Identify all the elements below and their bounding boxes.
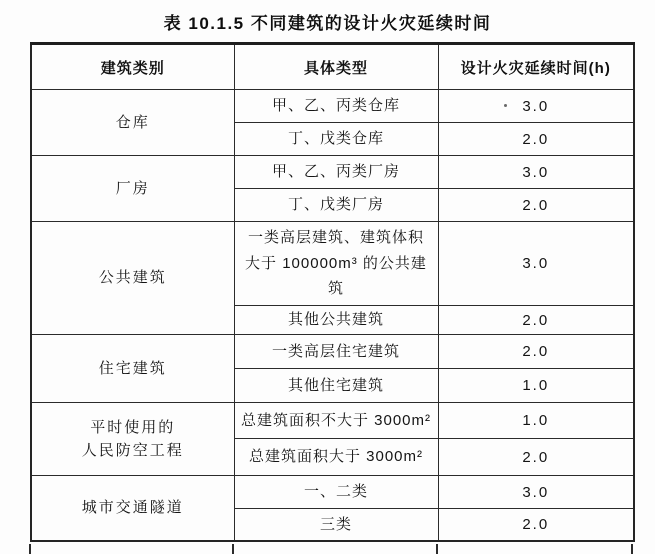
- type-cell: [234, 90, 438, 123]
- type-cell: [234, 509, 438, 541]
- category-label: 城市交通隧道: [81, 499, 184, 517]
- duration-value: 2.0: [438, 509, 634, 541]
- type-cell: [234, 222, 438, 306]
- type-cell: [234, 439, 438, 476]
- fire-duration-table: [30, 42, 635, 542]
- category-cell-warehouse: [31, 90, 234, 156]
- col-header-duration: 设计火灾延续时间(h): [438, 44, 634, 90]
- type-label: 总建筑面积大于 3000m²: [248, 448, 424, 466]
- category-cell-civil-defense: [31, 403, 234, 476]
- type-label: 总建筑面积不大于 3000m²: [240, 411, 432, 429]
- category-cell-residential: [31, 335, 234, 403]
- col-header-type: 具体类型: [234, 44, 438, 90]
- type-label: 其他公共建筑: [287, 311, 384, 329]
- type-cell: [234, 306, 438, 335]
- category-cell-public: [31, 222, 234, 335]
- type-cell: [234, 189, 438, 222]
- table-row: [31, 90, 634, 123]
- duration-value: 2.0: [438, 189, 634, 222]
- cutoff-vertical-line: [232, 544, 234, 554]
- cutoff-vertical-line: [631, 544, 633, 554]
- category-cell-factory: [31, 156, 234, 222]
- type-label: 丁、戊类厂房: [287, 196, 384, 214]
- duration-value: 3.0: [438, 90, 634, 123]
- duration-value: 3.0: [438, 476, 634, 509]
- category-label-line1: 平时使用的: [90, 418, 176, 436]
- type-label: 一类高层住宅建筑: [271, 342, 400, 360]
- table-row: [31, 335, 634, 369]
- duration-value: 2.0: [438, 439, 634, 476]
- type-cell: [234, 123, 438, 156]
- type-label-line1: 一类高层建筑、建筑体积: [247, 229, 424, 247]
- type-cell: [234, 369, 438, 403]
- type-label: 三类: [319, 515, 352, 533]
- type-label: 丁、戊类仓库: [287, 130, 384, 148]
- type-label: 甲、乙、丙类厂房: [271, 163, 400, 181]
- category-label: 公共建筑: [98, 269, 167, 287]
- category-label: 仓库: [115, 113, 150, 131]
- category-label-line2: 人民防空工程: [81, 442, 184, 459]
- type-label-line2: 大于 100000m³ 的公共建筑: [245, 254, 427, 298]
- duration-value: 3.0: [438, 222, 634, 306]
- type-cell: [234, 335, 438, 369]
- type-label: 甲、乙、丙类仓库: [271, 97, 400, 115]
- table-row: [31, 476, 634, 509]
- cutoff-vertical-line: [29, 544, 31, 554]
- duration-value: 1.0: [438, 369, 634, 403]
- duration-value: 2.0: [438, 123, 634, 156]
- type-label: 一、二类: [303, 483, 368, 501]
- category-cell-tunnel: [31, 476, 234, 541]
- category-label: 住宅建筑: [98, 359, 167, 377]
- category-label: 厂房: [115, 179, 150, 197]
- table-row: [31, 222, 634, 306]
- type-label: 其他住宅建筑: [287, 376, 384, 394]
- duration-value: 2.0: [438, 335, 634, 369]
- table-row: [31, 403, 634, 439]
- print-artifact-dot: [504, 104, 507, 107]
- table-title: 表 10.1.5 不同建筑的设计火灾延续时间: [163, 14, 492, 33]
- table-row: [31, 156, 634, 189]
- type-cell: [234, 156, 438, 189]
- duration-value: 1.0: [438, 403, 634, 439]
- duration-value: 3.0: [438, 156, 634, 189]
- cutoff-vertical-line: [436, 544, 438, 554]
- header-row: [31, 44, 634, 90]
- duration-value: 2.0: [438, 306, 634, 335]
- type-cell: [234, 403, 438, 439]
- col-header-category: 建筑类别: [31, 44, 234, 90]
- type-cell: [234, 476, 438, 509]
